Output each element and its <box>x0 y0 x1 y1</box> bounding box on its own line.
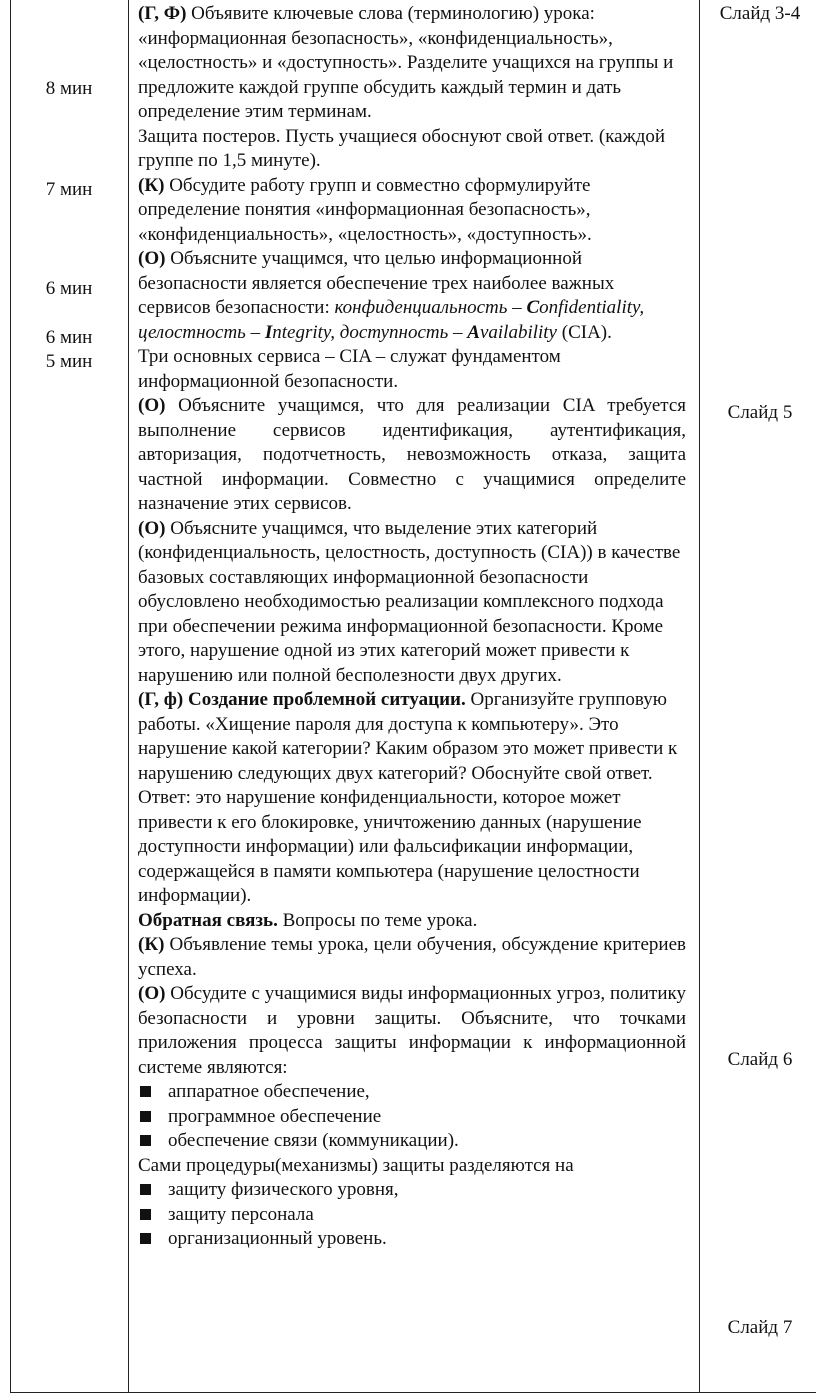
square-bullet-icon <box>140 1135 151 1146</box>
paragraph-posters: Защита постеров. Пусть учащиеся обоснуют свой ответ. (каждой группе по 1,5 минуте). <box>138 125 666 171</box>
cia-letter-c: C <box>526 297 540 318</box>
paragraph-categories <box>138 517 686 689</box>
lesson-activities <box>138 2 686 1252</box>
paragraph-threats <box>138 982 686 1080</box>
paragraph-text: Объявление темы урока, цели обучения, обсуждение критериев успеха. <box>138 934 686 980</box>
cia-letter-a: A <box>467 321 480 343</box>
paragraph-text: Вопросы по теме урока. <box>277 909 478 931</box>
paragraph-text: Объясните учащимся, что выделение этих категорий (конфиденциальность, целостность, доступность (CIA)) в качестве базовых составляющих информационной безопасности обусловлено необходимостью реализации комплексного подхода при обеспечении режима информационной безопасности. Кроме этого, нарушение одной из этих категорий может привести к нарушению или полной бесполезности двух других. <box>138 517 681 686</box>
paragraph-services <box>138 394 686 517</box>
paragraph-text: (CIA). <box>557 321 612 343</box>
role-tag: (О) <box>138 983 166 1004</box>
list-item <box>138 1203 686 1228</box>
cia-letter-i: I <box>264 321 273 343</box>
list-item-text: программное обеспечение <box>168 1105 382 1127</box>
list-item <box>138 1178 686 1203</box>
paragraph-cia-services <box>138 247 686 345</box>
list-item-text: защиту физического уровня, <box>168 1179 399 1200</box>
time-cell: 6 мин <box>45 278 93 299</box>
paragraph-text: Обсудите работу групп и совместно сформулируйте определение понятия «информационная безопасность», «конфиденциальность», «целостность», «доступность». <box>138 174 592 245</box>
list-item-text: защиту персонала <box>168 1203 314 1225</box>
slide-reference: Слайд 7 <box>727 1317 793 1338</box>
list-item-text: организационный уровень. <box>168 1228 387 1249</box>
role-tag: (О) <box>138 248 166 269</box>
role-tag: (Г, ф) Создание проблемной ситуации. <box>138 689 466 710</box>
list-item <box>138 1129 686 1154</box>
time-cell: 8 мин <box>45 78 93 99</box>
term-integrity: onfidentiality, целостность – <box>138 297 645 343</box>
list-item <box>138 1105 686 1130</box>
column-divider-slides <box>699 0 700 1393</box>
paragraph-answer: Ответ: это нарушение конфиденциальности, которое может привести к его блокировке, уничтожению данных (нарушение доступности информации) или фальсификации информации, содержащейся в памяти компьютера (нарушение целостности информации). <box>138 787 642 906</box>
square-bullet-icon <box>140 1233 151 1244</box>
slide-reference: Слайд 3-4 <box>719 3 801 24</box>
square-bullet-icon <box>140 1111 151 1122</box>
role-tag: Обратная связь. <box>138 909 278 931</box>
square-bullet-icon <box>140 1209 151 1220</box>
square-bullet-icon <box>140 1184 151 1195</box>
time-cell: 6 мин <box>45 327 93 348</box>
role-tag: (К) <box>138 934 165 955</box>
paragraph-feedback <box>138 909 686 934</box>
paragraph-lesson-topic <box>138 933 686 982</box>
time-cell: 7 мин <box>45 179 93 200</box>
paragraph-keywords <box>138 2 686 125</box>
paragraph-text: Объясните учащимся, что для реализации CIA требуется выполнение сервисов идентификация, аутентификация, авторизация, подотчетность, невозможность отказа, защита частной информации. Совместно с учащимися определите назначение этих сервисов. <box>138 395 686 514</box>
paragraph-group-discussion <box>138 174 686 248</box>
time-cell: 5 мин <box>45 351 93 372</box>
term-availability: ntegrity, доступность – <box>272 321 468 343</box>
role-tag: (Г, Ф) <box>138 3 187 24</box>
paragraph-text: Обсудите с учащимися виды информационных угроз, политику безопасности и уровни защиты. Объясните, что точками приложения процесса защиты информации к информационной системе являются: <box>138 983 686 1078</box>
paragraph-text: Объясните учащимся, что целью информационной безопасности является обеспечение трех наиболее важных сервисов безопасности: <box>138 248 615 318</box>
square-bullet-icon <box>140 1086 151 1097</box>
role-tag: (К) <box>138 174 165 196</box>
list-item-text: аппаратное обеспечение, <box>168 1081 370 1102</box>
list-item <box>138 1080 686 1105</box>
term-confidentiality: конфиденциальность – <box>334 297 527 318</box>
paragraph-text: Объявите ключевые слова (терминологию) урока: «информационная безопасность», «конфиденциальность», «целостность» и «доступность». Разделите учащихся на группы и предложите каждой группе обсудить каждый термин и дать определение этим терминам. <box>138 3 674 122</box>
column-divider-time <box>128 0 129 1393</box>
list-item <box>138 1227 686 1252</box>
list-item-text: обеспечение связи (коммуникации). <box>168 1130 459 1151</box>
role-tag: (О) <box>138 517 166 539</box>
paragraph-problem-situation <box>138 688 686 786</box>
paragraph-cia-foundation: Три основных сервиса – CIA – служат фундаментом информационной безопасности. <box>138 346 561 392</box>
slide-reference: Слайд 5 <box>727 402 793 423</box>
paragraph-procedures: Сами процедуры(механизмы) защиты разделяются на <box>138 1154 574 1176</box>
role-tag: (О) <box>138 395 166 416</box>
slide-reference: Слайд 6 <box>727 1049 793 1070</box>
paragraph-text: Организуйте групповую работы. «Хищение пароля для доступа к компьютеру». Это нарушение какой категории? Каким образом это может привести к нарушению следующих двух категорий? Обоснуйте свой ответ. <box>138 689 678 784</box>
term-availability-rest: vailability <box>479 321 557 343</box>
